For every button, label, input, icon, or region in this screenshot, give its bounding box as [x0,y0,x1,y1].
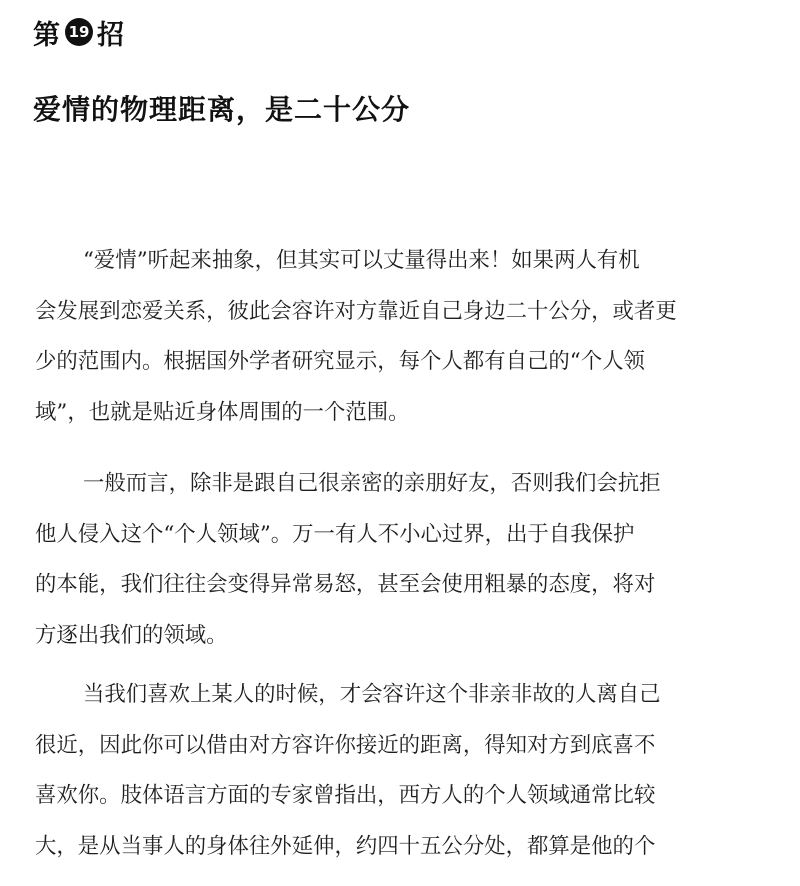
paragraph-2 [35,459,747,661]
paragraph-line: “爱情”听起来抽象，但其实可以丈量得出来！如果两人有机 [83,248,640,273]
paragraph-line: 少的范围内。根据国外学者研究显示，每个人都有自己的“个人领 [35,349,645,375]
paragraph-line: 很近，因此你可以借由对方容许你接近的距离，得知对方到底喜不 [35,732,656,758]
paragraph-line: 方逐出我们的领域。 [35,622,228,648]
paragraph-line: 域”，也就是贴近身体周围的一个范围。 [35,399,410,425]
paragraph-line: 当我们喜欢上某人的时候，才会容许这个非亲非故的人离自己 [83,682,661,707]
paragraph-3 [35,670,747,872]
paragraph-line: 他人侵入这个“个人领域”。万一有人不小心过界，出于自我保护 [35,521,635,547]
chapter-heading [33,12,125,52]
paragraph-line: 会发展到恋爱关系，彼此会容许对方靠近自己身边二十公分，或者更 [35,298,677,324]
paragraph-line: 喜欢你。肢体语言方面的专家曾指出，西方人的个人领域通常比较 [35,783,656,809]
chapter-suffix: 招 [97,19,125,51]
paragraph-line: 的本能，我们往往会变得异常易怒，甚至会使用粗暴的态度，将对 [35,572,656,598]
paragraph-line: 一般而言，除非是跟自己很亲密的亲朋好友，否则我们会抗拒 [83,471,661,496]
chapter-number-badge: 19 [65,18,93,46]
paragraph-1 [35,236,747,438]
chapter-prefix: 第 [33,19,61,51]
section-title: 爱情的物理距离，是二十公分 [33,93,411,126]
paragraph-line: 大，是从当事人的身体往外延伸，约四十五公分处，都算是他的个 [35,833,656,859]
